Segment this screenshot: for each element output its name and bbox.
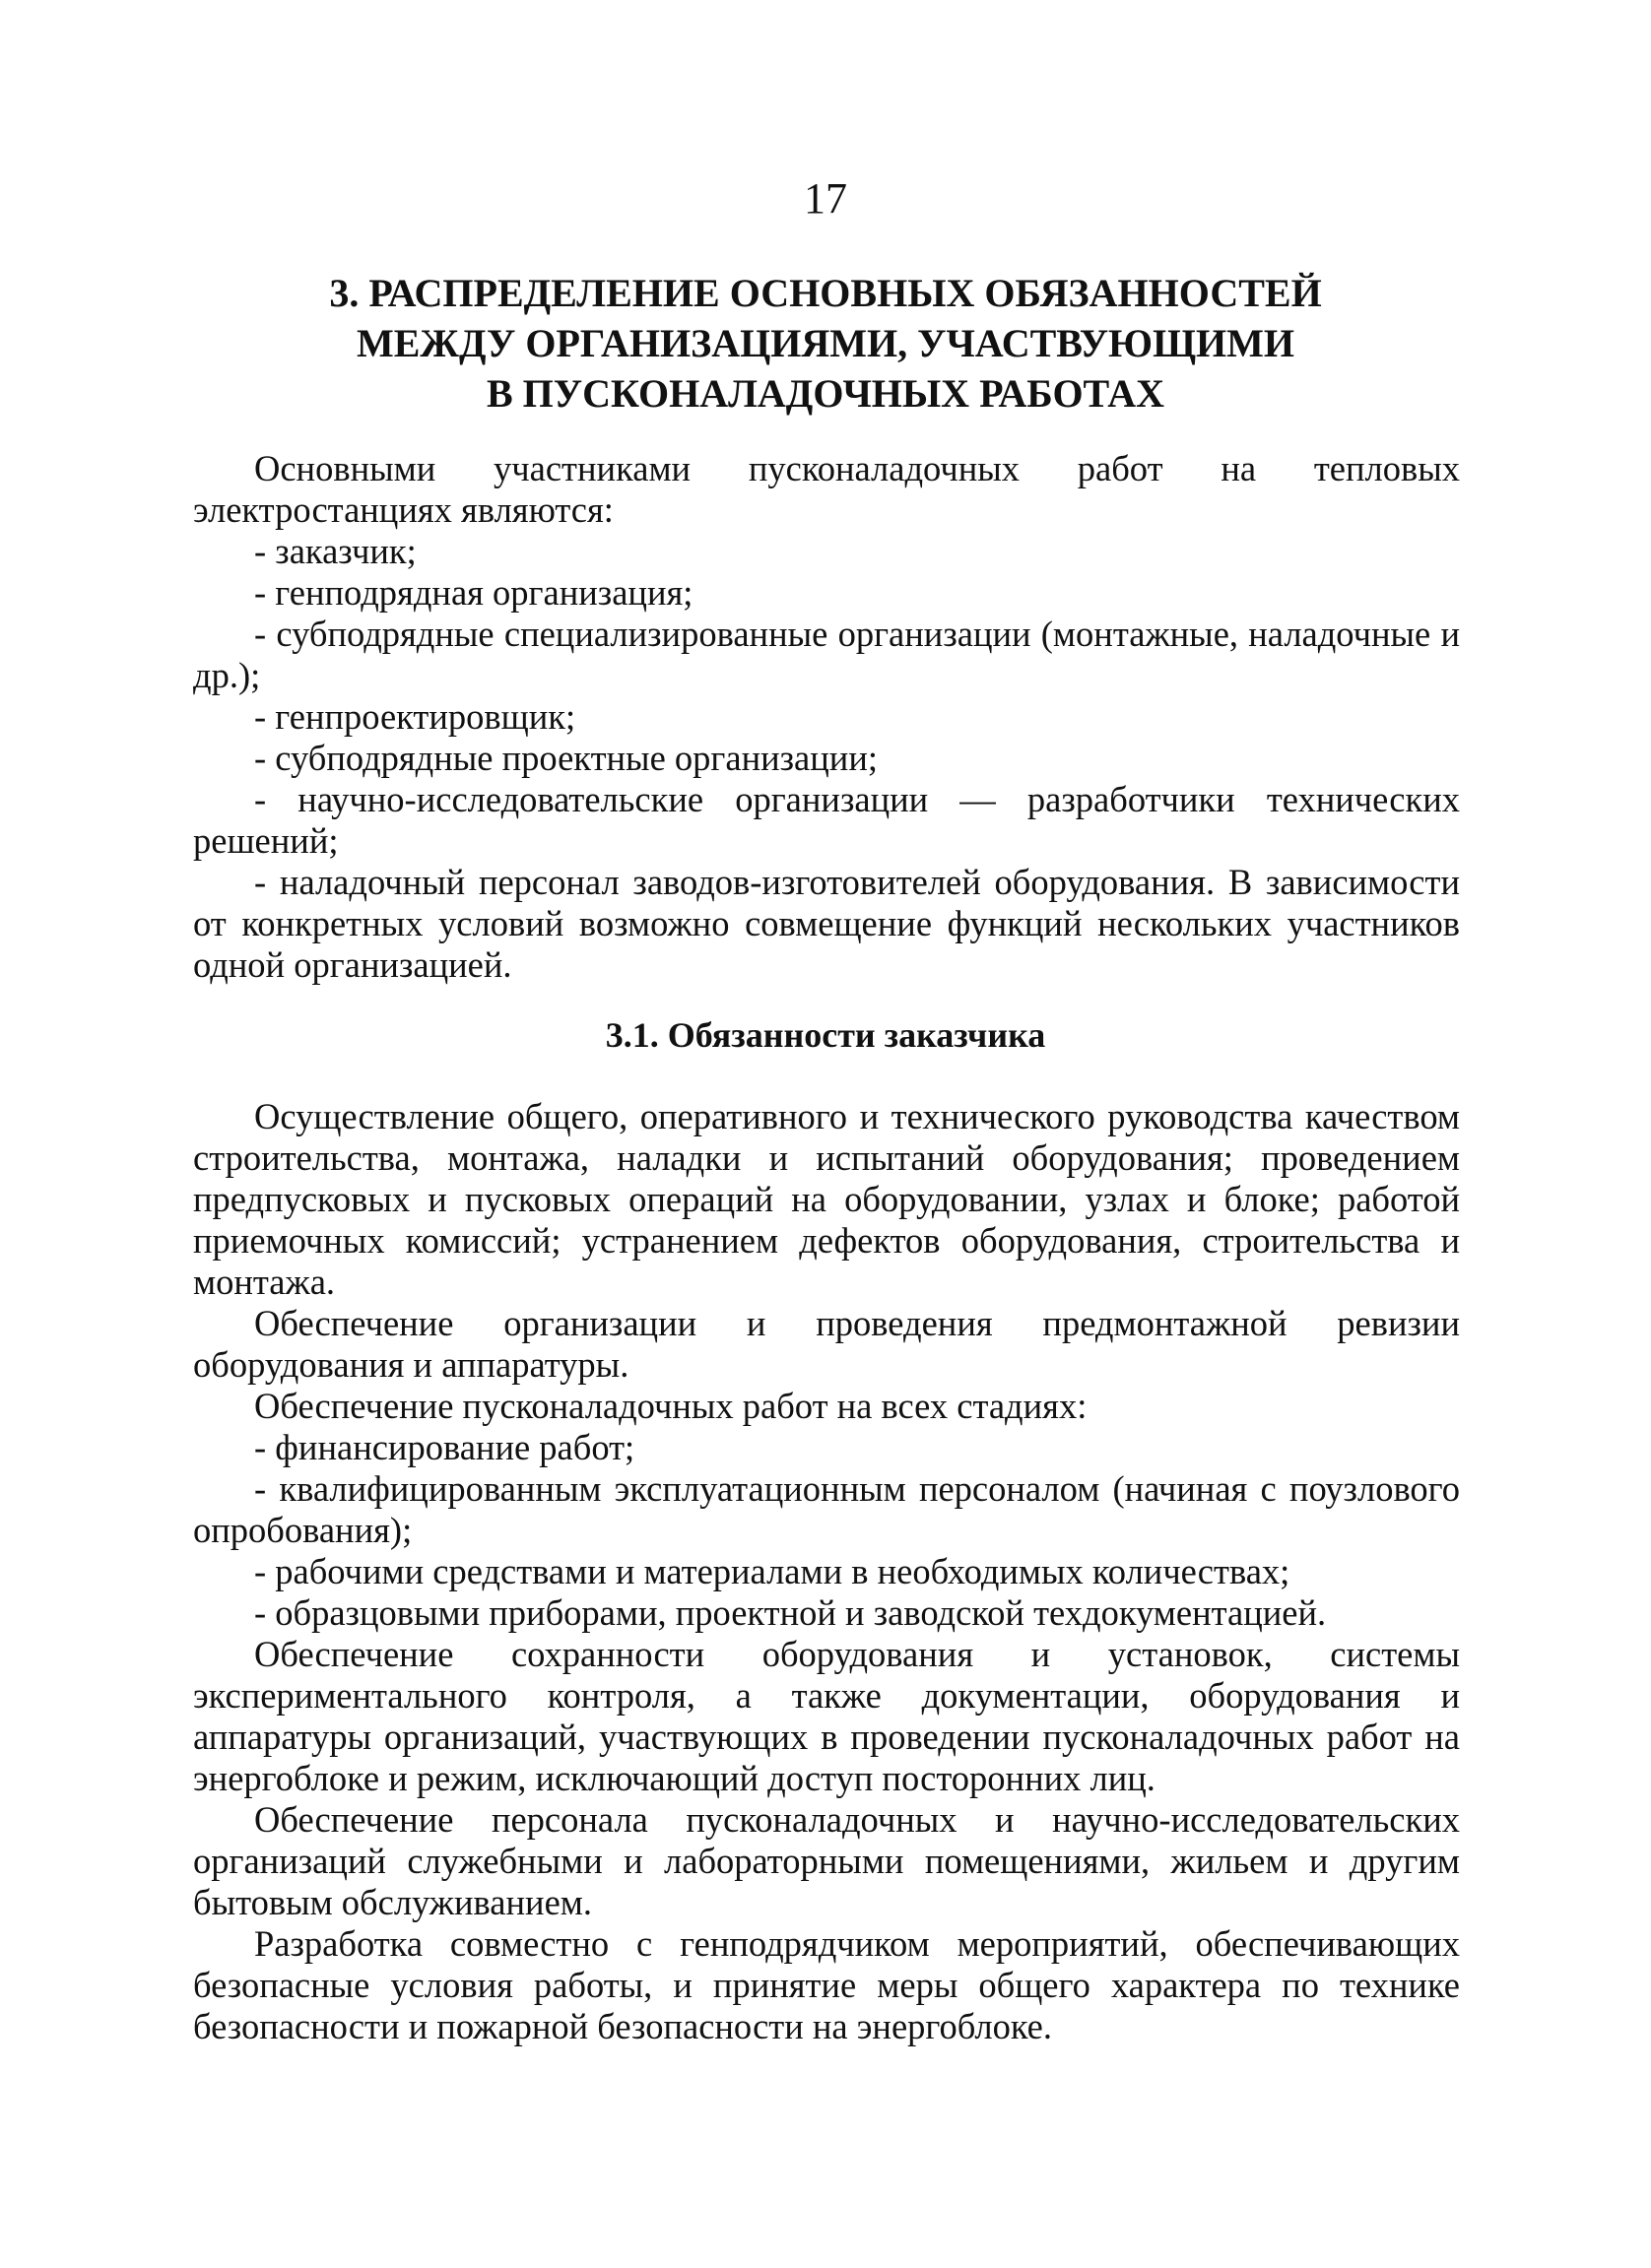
chapter-title-line: 3. РАСПРЕДЕЛЕНИЕ ОСНОВНЫХ ОБЯЗАННОСТЕЙ (329, 271, 1322, 315)
participant-item: - генпроектировщик; (254, 696, 576, 737)
duty-paragraph: Обеспечение организации и проведения предмонтажной ревизии оборудования и аппаратуры. (193, 1303, 1460, 1385)
chapter-title-line: МЕЖДУ ОРГАНИЗАЦИЯМИ, УЧАСТВУЮЩИМИ (357, 321, 1294, 365)
duty-paragraph: Разработка совместно с генподрядчиком мероприятий, обеспечивающих безопасные условия работы, и принятие меры общего характера по технике безопасности и пожарной безопасности на энергоблоке. (193, 1923, 1460, 2046)
page-number: 17 (804, 174, 847, 223)
participant-item: - заказчик; (254, 531, 417, 571)
participant-item: - научно-исследовательские организации — разработчики технических решений; (193, 779, 1460, 861)
intro-paragraph: Основными участниками пусконаладочных работ на тепловых электростанциях являются: (193, 448, 1460, 530)
participant-item: - генподрядная организация; (254, 572, 693, 613)
participant-item: - наладочный персонал заводов-изготовителей оборудования. В зависимости от конкретных условий возможно совмещение функций нескольких участников одной организацией. (193, 862, 1460, 985)
duty-paragraph: Обеспечение персонала пусконаладочных и научно-исследовательских организаций служебными и лабораторными помещениями, жильем и другим бытовым обслуживанием. (193, 1799, 1460, 1922)
chapter-title (197, 268, 1454, 419)
provision-item: - финансирование работ; (254, 1427, 635, 1467)
provision-item: - квалифицированным эксплуатационным персоналом (начиная с поузлового опробования); (193, 1468, 1460, 1550)
duty-paragraph: Осуществление общего, оперативного и технического руководства качеством строительства, монтажа, наладки и испытаний оборудования; проведением предпусковых и пусковых операций на оборудовании, узлах и блоке; работой приемочных комиссий; устранением дефектов оборудования, строительства и монтажа. (193, 1096, 1460, 1302)
participant-item: - субподрядные специализированные организации (монтажные, наладочные и др.); (193, 614, 1460, 695)
provision-item: - рабочими средствами и материалами в необходимых количествах; (254, 1551, 1290, 1591)
chapter-title-line: В ПУСКОНАЛАДОЧНЫХ РАБОТАХ (486, 371, 1165, 416)
duty-paragraph: Обеспечение пусконаладочных работ на всех стадиях: (254, 1386, 1088, 1426)
customer-duties-block (193, 1096, 1460, 2047)
section-title: 3.1. Обязанности заказчика (605, 1015, 1046, 1055)
participants-block (193, 448, 1460, 986)
participant-item: - субподрядные проектные организации; (254, 738, 878, 778)
duty-paragraph: Обеспечение сохранности оборудования и установок, системы экспериментального контроля, а также документации, оборудования и аппаратуры организаций, участвующих в проведении пусконаладочных работ на энергоблоке и режим, исключающий доступ посторонних лиц. (193, 1634, 1460, 1798)
provision-item: - образцовыми приборами, проектной и заводской техдокументацией. (254, 1592, 1327, 1633)
